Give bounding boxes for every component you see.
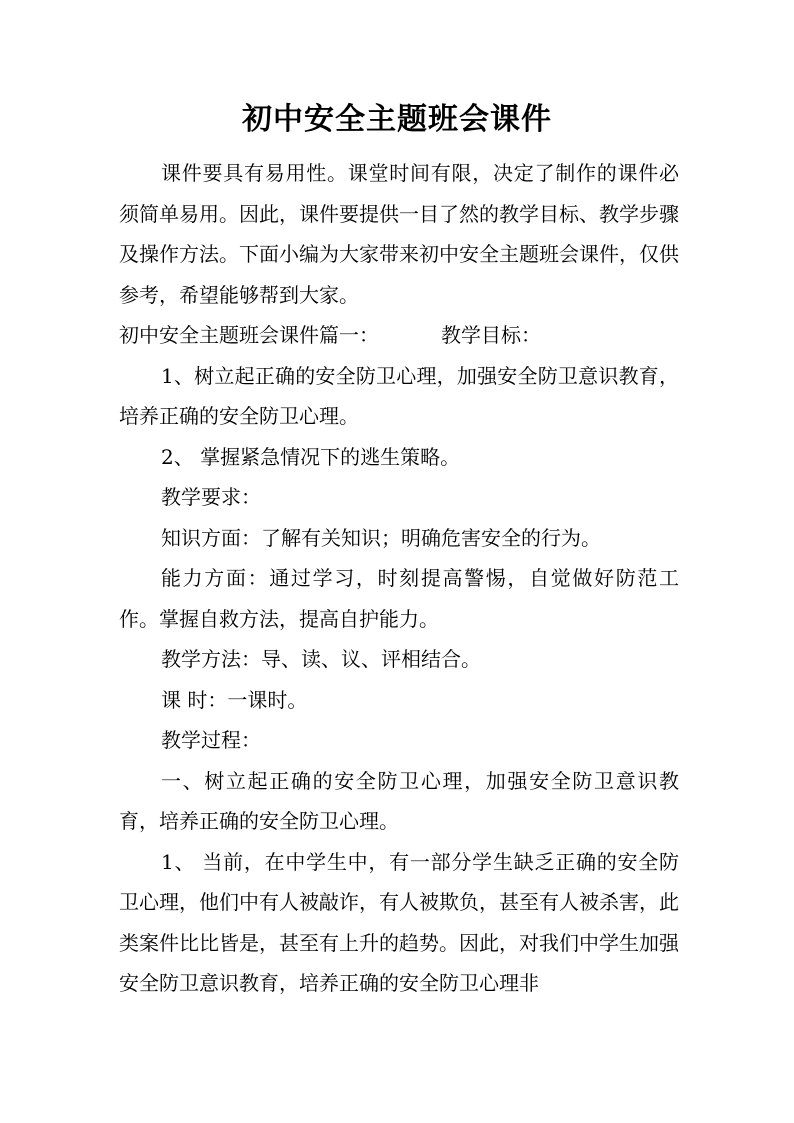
goal-1-paragraph: 1、树立起正确的安全防卫心理，加强安全防卫意识教育，培养正确的安全防卫心理。 xyxy=(119,363,679,428)
goal-2-paragraph: 2、 掌握紧急情况下的逃生策略。 xyxy=(161,444,461,469)
document-body xyxy=(119,153,679,1004)
duration-paragraph: 课 时：一课时。 xyxy=(161,687,308,712)
document-title: 初中安全主题班会课件 xyxy=(242,102,552,137)
knowledge-paragraph: 知识方面：了解有关知识；明确危害安全的行为。 xyxy=(161,525,601,550)
intro-paragraph: 课件要具有易用性。课堂时间有限，决定了制作的课件必须简单易用。因此，课件要提供一目了然的教学目标、教学步骤及操作方法。下面小编为大家带来初中安全主题班会课件，仅供参考，希望能够帮到大家。 xyxy=(119,161,679,307)
point-1-paragraph: 1、 当前，在中学生中，有一部分学生缺乏正确的安全防卫心理，他们中有人被敲诈，有人被欺负，甚至有人被杀害，此类案件比比皆是，甚至有上升的趋势。因此，对我们中学生加强安全防卫意识教育，培养正确的安全防卫心理非 xyxy=(119,849,679,995)
ability-paragraph: 能力方面：通过学习，时刻提高警惕，自觉做好防范工作。掌握自救方法，提高自护能力。 xyxy=(119,566,679,631)
method-paragraph: 教学方法：导、读、议、评相结合。 xyxy=(161,647,481,671)
goals-label: 教学目标： xyxy=(441,323,541,347)
requirements-label: 教学要求： xyxy=(161,485,261,509)
section-heading: 初中安全主题班会课件篇一： xyxy=(119,323,379,347)
section-heading-line xyxy=(119,315,679,356)
part-1-paragraph: 一、树立起正确的安全防卫心理，加强安全防卫意识教育，培养正确的安全防卫心理。 xyxy=(119,768,679,833)
process-label: 教学过程： xyxy=(161,728,261,752)
